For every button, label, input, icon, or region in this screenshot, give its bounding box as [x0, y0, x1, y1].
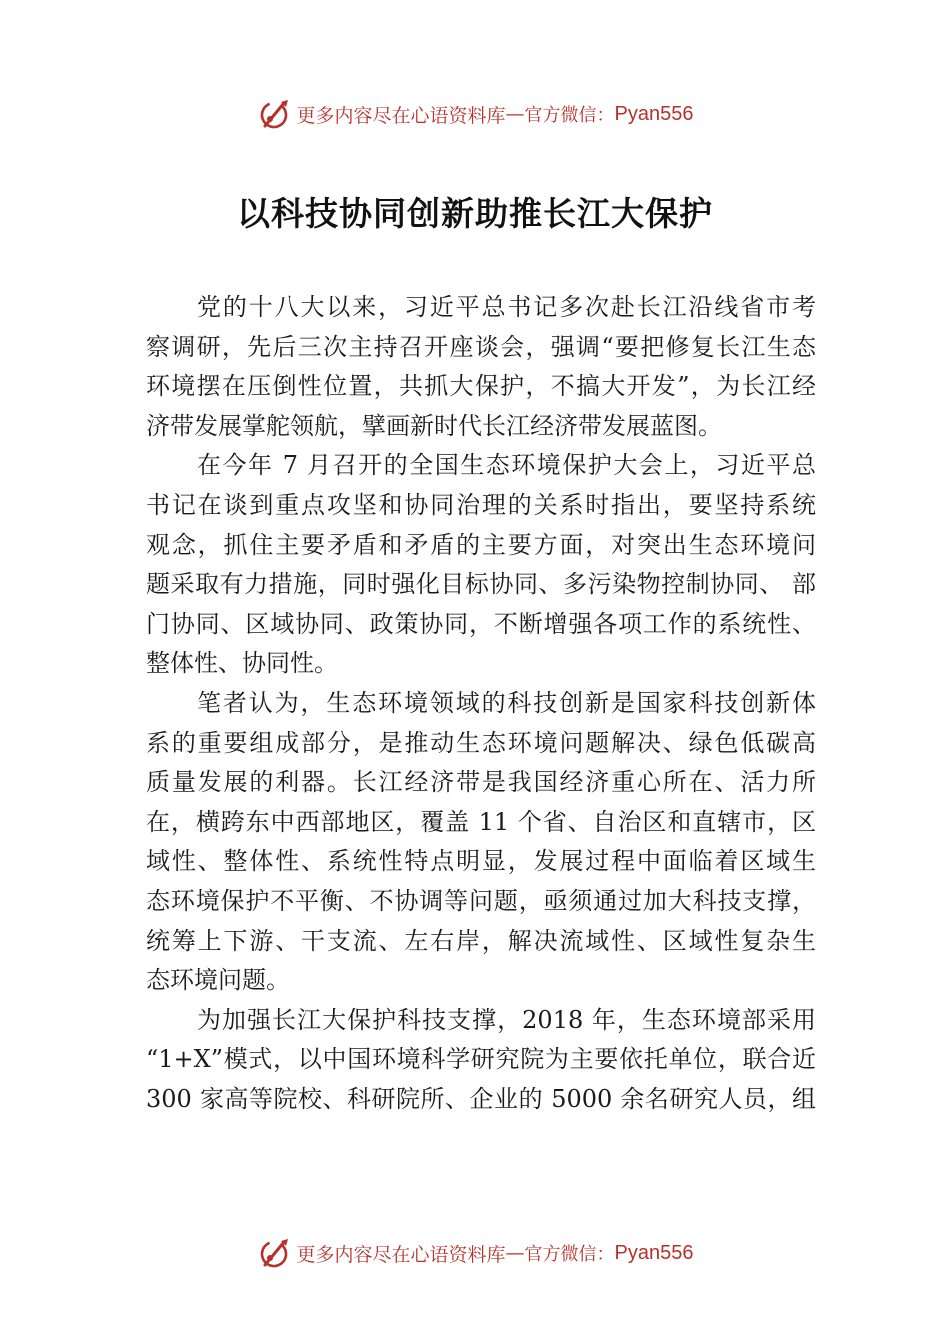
- text-line: 在，横跨东中西部地区，覆盖 11 个省、自治区和直辖市，区: [146, 807, 816, 836]
- text-line: 为加强长江大保护科技支撑，2018 年，生态环境部采用: [197, 1005, 816, 1034]
- watermark-dash: —: [505, 1242, 525, 1264]
- text-line: 察调研，先后三次主持召开座谈会，强调“要把修复长江生态: [146, 332, 816, 361]
- text-line: 题采取有力措施，同时强化目标协同、多污染物控制协同、 部: [146, 570, 816, 599]
- article-body: [146, 288, 816, 1119]
- watermark-wechat-id: Pyan556: [614, 102, 694, 125]
- text-line: 质量发展的利器。长江经济带是我国经济重心所在、活力所: [146, 768, 816, 797]
- text-line: “1+X”模式，以中国环境科学研究院为主要依托单位，联合近: [146, 1045, 816, 1074]
- text-line: 域性、整体性、系统性特点明显，发展过程中面临着区域生: [146, 847, 816, 876]
- text-line: 环境摆在压倒性位置，共抓大保护，不搞大开发”，为长江经: [146, 372, 816, 401]
- text-line: 统筹上下游、干支流、左右岸，解决流域性、区域性复杂生: [146, 926, 816, 955]
- watermark-wechat-id: Pyan556: [614, 1241, 694, 1264]
- text-line: 整体性、协同性。: [146, 649, 338, 678]
- paragraph-3: [146, 684, 816, 1001]
- paragraph-2: [146, 446, 816, 684]
- watermark-banner-top: [0, 94, 950, 134]
- ink-brush-seal-logo-icon: [257, 1235, 293, 1271]
- text-line: 在今年 7 月召开的全国生态环境保护大会上，习近平总: [197, 451, 816, 480]
- text-line: 济带发展掌舵领航，擘画新时代长江经济带发展蓝图。: [146, 411, 722, 440]
- text-line: 书记在谈到重点攻坚和协同治理的关系时指出，要坚持系统: [146, 490, 816, 519]
- text-line: 观念，抓住主要矛盾和矛盾的主要方面，对突出生态环境问: [146, 530, 816, 559]
- text-line: 300 家高等院校、科研院所、企业的 5000 余名研究人员，组: [146, 1084, 816, 1113]
- text-line: 系的重要组成部分，是推动生态环境问题解决、绿色低碳高: [146, 728, 816, 757]
- watermark-text: 更多内容尽在心语资料库: [296, 104, 506, 127]
- watermark-dash: —: [505, 103, 525, 125]
- text-line: 门协同、区域协同、政策协同，不断增强各项工作的系统性、: [146, 609, 816, 638]
- watermark-wechat-label: 官方微信：: [524, 105, 615, 126]
- watermark-text: 更多内容尽在心语资料库: [296, 1243, 506, 1266]
- text-line: 党的十八大以来，习近平总书记多次赴长江沿线省市考: [197, 293, 816, 321]
- watermark-banner-bottom: [0, 1233, 950, 1273]
- article-title: 以科技协同创新助推长江大保护: [237, 194, 713, 233]
- text-line: 笔者认为，生态环境领域的科技创新是国家科技创新体: [197, 688, 816, 717]
- ink-brush-seal-logo-icon: [257, 96, 293, 132]
- paragraph-4: [146, 1001, 816, 1120]
- text-line: 态环境保护不平衡、不协调等问题，亟须通过加大科技支撑，: [146, 886, 816, 915]
- text-line: 态环境问题。: [146, 966, 290, 995]
- paragraph-1: [146, 288, 816, 446]
- watermark-wechat-label: 官方微信：: [524, 1244, 615, 1265]
